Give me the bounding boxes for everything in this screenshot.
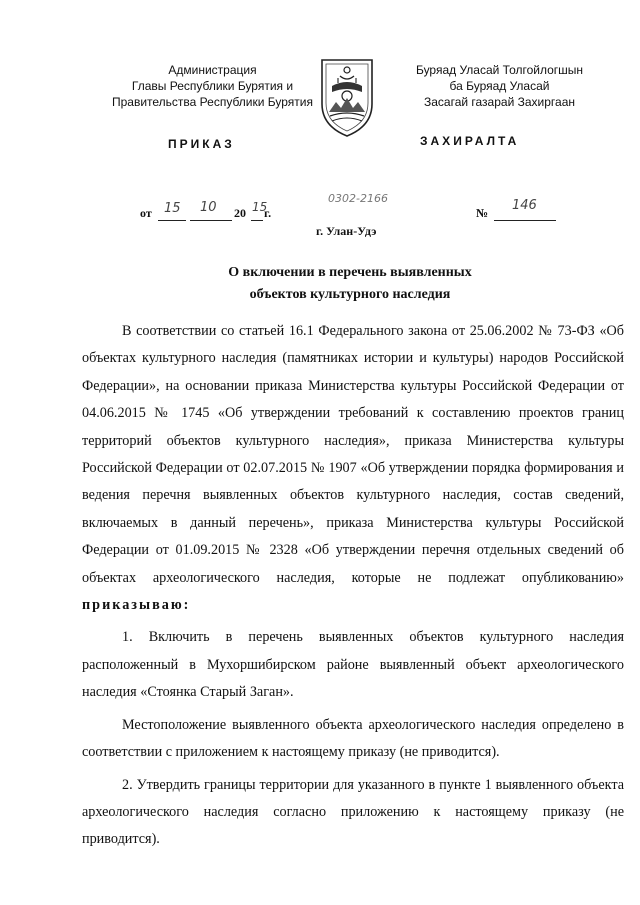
city-label: г. Улан-Удэ xyxy=(316,224,377,238)
number-underline xyxy=(494,220,556,221)
issuer-bua xyxy=(392,62,607,110)
paragraph-preamble xyxy=(82,318,624,619)
date-suffix: г. xyxy=(264,206,272,220)
order-title xyxy=(130,262,570,306)
issuer-bua-line-1: Буряад Уласай Толгойлогшын xyxy=(415,63,584,77)
date-day-underline xyxy=(158,220,186,221)
coat-of-arms-emblem xyxy=(316,52,378,138)
paragraph-item-2: 2. Утвердить границы территории для указанного в пункте 1 выявленного объекта археологического наследия согласно приложению к настоящему приказу (не приводится). xyxy=(82,776,624,848)
issuer-ru xyxy=(110,62,315,110)
doc-type-ru: ПРИКАЗ xyxy=(168,137,235,151)
preamble-text: В соответствии со статьей 16.1 Федерального закона от 25.06.2002 № 73-ФЗ «Об объектах культурного наследия (памятниках истории и культуры) народов Российской Федерации», на основании приказа Министерства культуры Российской Федерации от 04.06.2015 № 1745 «Об утверждении требований к составлению проектов границ территорий объектов культурного наследия», приказа Министерства культуры Российской Федерации от 02.07.2015 № 1907 «Об утверждении порядка формирования и ведения перечня выявленных объектов культурного наследия, состав сведений, включаемых в данный перечень», приказа Министерства культуры Российской Федерации от 01.09.2015 № 2328 «Об утверждении перечня отдельных сведений об объектах археологического наследия, которые не подлежат опубликованию» xyxy=(82,323,624,586)
order-title-line-1: О включении в перечень выявленных xyxy=(228,265,472,280)
order-title-line-2: объектов культурного наследия xyxy=(249,287,451,302)
issuer-ru-line-2: Главы Республики Бурятия и xyxy=(131,79,294,93)
date-month-underline xyxy=(190,220,232,221)
issuer-bua-line-2: ба Буряад Уласай xyxy=(449,79,550,93)
date-year-underline xyxy=(251,220,263,221)
date-month: 10 xyxy=(200,200,217,215)
date-year: 15 xyxy=(252,200,268,214)
issuer-ru-line-1: Администрация xyxy=(168,63,257,77)
date-prefix: от xyxy=(140,206,152,220)
handwritten-stamp: 0302-2166 xyxy=(328,192,388,205)
date-year-prefix: 20 xyxy=(234,206,246,220)
paragraph-location: Местоположение выявленного объекта археологического наследия определено в соответствии с приложением к настоящему приказу (не приводится). xyxy=(82,716,624,761)
number-label: № xyxy=(476,206,489,220)
order-number: 146 xyxy=(512,198,537,213)
paragraph-item-1: 1. Включить в перечень выявленных объектов культурного наследия расположенный в Мухоршибирском районе выявленный объект археологического наследия «Стоянка Старый Заган». xyxy=(82,629,624,701)
order-directive: приказываю: xyxy=(82,597,191,614)
issuer-ru-line-3: Правительства Республики Бурятия xyxy=(111,95,313,109)
order-body xyxy=(82,318,624,859)
date-number-line xyxy=(140,192,560,224)
doc-type-bua: ЗАХИРАЛТА xyxy=(420,134,520,148)
date-day: 15 xyxy=(164,201,181,216)
issuer-bua-line-3: Засагай газарай Захиргаан xyxy=(423,95,576,109)
